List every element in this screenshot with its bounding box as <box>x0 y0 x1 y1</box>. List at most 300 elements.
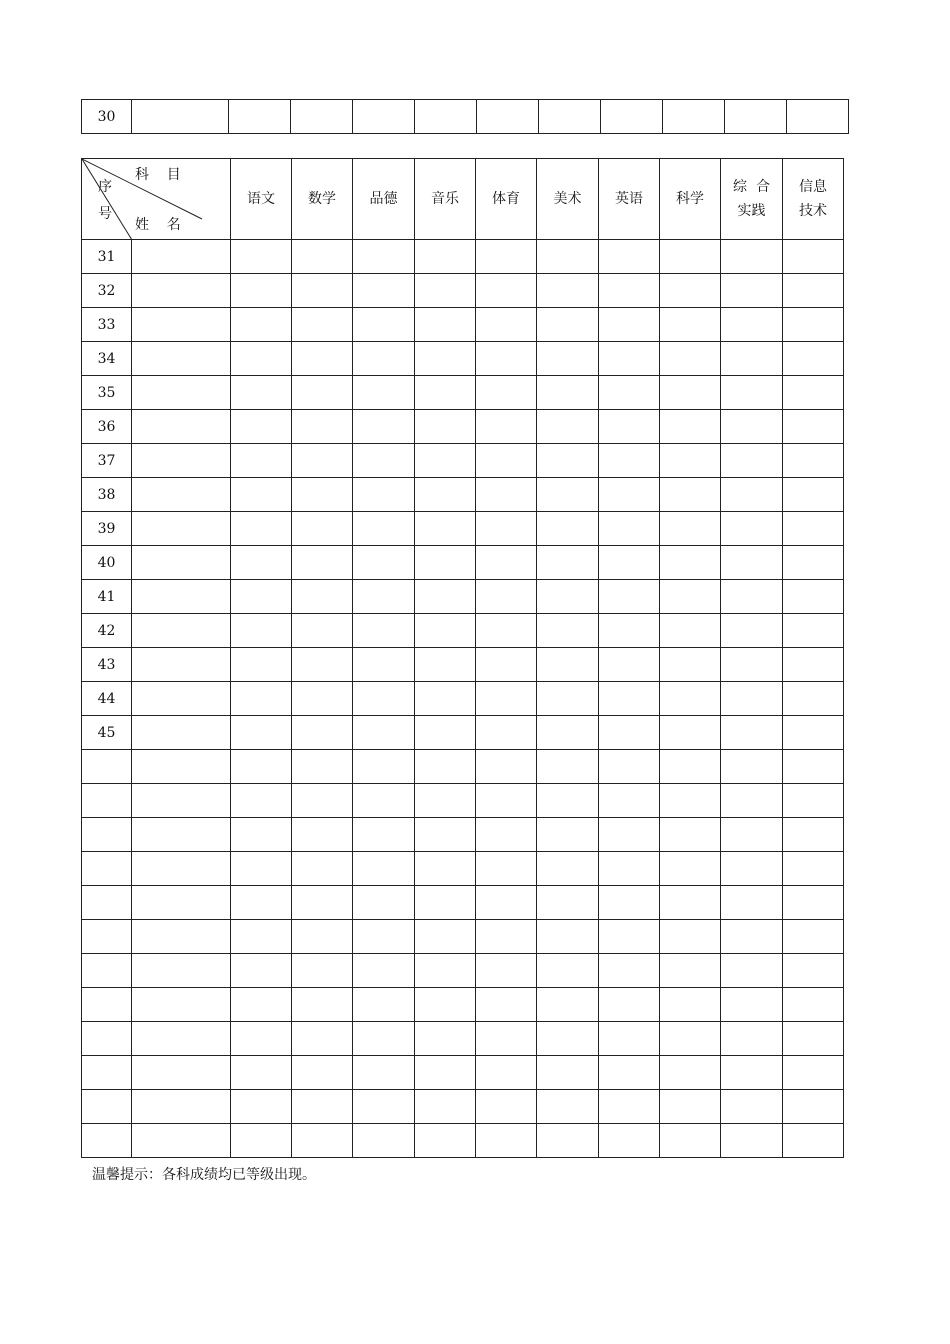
name-cell <box>132 954 231 988</box>
grade-cell <box>721 478 783 512</box>
grade-cell <box>783 682 844 716</box>
grade-cell <box>476 1022 537 1056</box>
grade-cell <box>783 376 844 410</box>
grade-cell <box>415 716 476 750</box>
grade-cell <box>660 512 721 546</box>
grade-cell <box>476 886 537 920</box>
table-row <box>82 886 844 920</box>
grade-cell <box>292 648 353 682</box>
grade-cell <box>537 240 599 274</box>
grade-cell <box>415 682 476 716</box>
grade-cell <box>660 750 721 784</box>
grade-cell <box>415 988 476 1022</box>
grade-cell <box>415 648 476 682</box>
grade-cell <box>476 648 537 682</box>
grade-cell <box>476 1056 537 1090</box>
grade-cell <box>721 784 783 818</box>
diagonal-header-cell <box>82 159 231 240</box>
grade-cell <box>599 546 660 580</box>
grade-cell <box>721 852 783 886</box>
grade-cell <box>292 614 353 648</box>
grade-cell <box>537 410 599 444</box>
table-row <box>82 852 844 886</box>
table-row <box>82 478 844 512</box>
grade-cell <box>231 886 292 920</box>
row-number <box>82 818 132 852</box>
grade-cell <box>231 988 292 1022</box>
grade-cell <box>353 784 415 818</box>
grade-cell <box>783 1022 844 1056</box>
table-row <box>82 716 844 750</box>
row-number <box>82 750 132 784</box>
grade-cell <box>476 954 537 988</box>
grade-cell <box>231 410 292 444</box>
name-cell <box>132 342 231 376</box>
table-row <box>82 376 844 410</box>
grade-cell <box>292 1090 353 1124</box>
grade-cell <box>537 852 599 886</box>
table-row <box>82 342 844 376</box>
grade-cell <box>292 682 353 716</box>
name-cell <box>132 1056 231 1090</box>
row-number: 36 <box>82 410 132 444</box>
grade-cell <box>660 852 721 886</box>
row-number: 31 <box>82 240 132 274</box>
name-cell <box>132 648 231 682</box>
grade-cell <box>231 954 292 988</box>
grade-cell <box>353 1090 415 1124</box>
grade-cell <box>783 512 844 546</box>
grade-cell <box>660 920 721 954</box>
table-row <box>82 954 844 988</box>
grade-cell <box>783 750 844 784</box>
grade-cell <box>476 274 537 308</box>
grade-cell <box>783 240 844 274</box>
grade-cell <box>599 342 660 376</box>
table-row <box>82 818 844 852</box>
name-cell <box>132 818 231 852</box>
grade-cell <box>353 614 415 648</box>
grade-cell <box>783 648 844 682</box>
table-row <box>82 1124 844 1158</box>
grade-cell <box>353 546 415 580</box>
row-number: 43 <box>82 648 132 682</box>
grade-cell <box>599 886 660 920</box>
grade-cell <box>353 716 415 750</box>
grade-cell <box>476 512 537 546</box>
grade-cell <box>783 818 844 852</box>
grade-cell <box>415 1124 476 1158</box>
grade-cell <box>537 512 599 546</box>
grade-cell <box>476 988 537 1022</box>
grade-cell <box>476 546 537 580</box>
grade-cell <box>353 274 415 308</box>
name-cell <box>132 376 231 410</box>
grade-cell <box>599 1056 660 1090</box>
grade-cell <box>415 342 476 376</box>
row-number: 40 <box>82 546 132 580</box>
grade-cell <box>660 614 721 648</box>
grade-cell <box>231 546 292 580</box>
table-row <box>82 240 844 274</box>
grade-cell <box>783 308 844 342</box>
grade-cell <box>721 682 783 716</box>
row-number <box>82 886 132 920</box>
grade-cell <box>231 614 292 648</box>
grade-cell <box>292 750 353 784</box>
grade-cell <box>292 240 353 274</box>
grade-cell <box>783 1124 844 1158</box>
grade-cell <box>292 546 353 580</box>
grade-cell <box>415 1056 476 1090</box>
grade-cell <box>476 784 537 818</box>
grade-cell <box>476 1090 537 1124</box>
grade-cell <box>231 240 292 274</box>
grade-cell <box>783 342 844 376</box>
grade-cell <box>783 716 844 750</box>
grade-cell <box>783 580 844 614</box>
grade-cell <box>415 1090 476 1124</box>
name-cell <box>132 852 231 886</box>
grade-cell <box>537 1124 599 1158</box>
grade-cell <box>783 988 844 1022</box>
grade-cell <box>231 308 292 342</box>
name-cell <box>132 240 231 274</box>
grade-cell <box>660 308 721 342</box>
name-cell <box>132 274 231 308</box>
grade-cell <box>415 546 476 580</box>
table-row <box>82 1022 844 1056</box>
grade-cell <box>353 886 415 920</box>
grade-cell <box>783 444 844 478</box>
name-cell <box>132 580 231 614</box>
grade-cell <box>599 954 660 988</box>
grade-cell <box>660 274 721 308</box>
row-number <box>82 784 132 818</box>
grade-cell <box>353 478 415 512</box>
grade-cell <box>783 1056 844 1090</box>
grade-cell <box>476 1124 537 1158</box>
grade-cell <box>231 274 292 308</box>
table-row <box>82 546 844 580</box>
grade-cell <box>231 852 292 886</box>
row-number: 35 <box>82 376 132 410</box>
row-number <box>82 920 132 954</box>
row-number: 42 <box>82 614 132 648</box>
grade-cell <box>537 376 599 410</box>
grade-cell <box>599 614 660 648</box>
grade-cell <box>599 274 660 308</box>
grade-cell <box>415 614 476 648</box>
grade-cell <box>721 1090 783 1124</box>
grade-cell <box>353 342 415 376</box>
name-cell <box>132 410 231 444</box>
grade-cell <box>231 750 292 784</box>
row-number: 39 <box>82 512 132 546</box>
grade-cell <box>415 750 476 784</box>
grade-cell <box>721 342 783 376</box>
table-row <box>82 648 844 682</box>
grade-cell <box>660 478 721 512</box>
grade-cell <box>415 784 476 818</box>
grade-cell <box>353 410 415 444</box>
subject-corner-label: 科 目 <box>135 167 181 183</box>
grade-cell <box>660 682 721 716</box>
grade-cell <box>537 818 599 852</box>
grade-cell <box>721 716 783 750</box>
grade-cell <box>231 818 292 852</box>
row-number <box>82 1124 132 1158</box>
row-number: 34 <box>82 342 132 376</box>
name-cell <box>132 308 231 342</box>
table-row <box>82 988 844 1022</box>
subject-header: 信息 技术 <box>783 159 844 240</box>
grade-cell <box>537 1090 599 1124</box>
grade-cell <box>292 988 353 1022</box>
name-cell <box>132 682 231 716</box>
table-row <box>82 410 844 444</box>
grade-cell <box>783 410 844 444</box>
table-row <box>82 274 844 308</box>
grade-cell <box>231 580 292 614</box>
grade-cell <box>783 1090 844 1124</box>
grade-cell <box>231 376 292 410</box>
grade-cell <box>353 988 415 1022</box>
grade-cell <box>231 1022 292 1056</box>
name-corner-label: 姓 名 <box>135 217 181 233</box>
grade-cell <box>660 1056 721 1090</box>
grade-cell <box>783 852 844 886</box>
grade-cell <box>476 308 537 342</box>
grade-cell <box>415 1022 476 1056</box>
grade-cell <box>599 716 660 750</box>
row-number: 38 <box>82 478 132 512</box>
grade-cell <box>599 784 660 818</box>
table-row <box>82 920 844 954</box>
table-row <box>82 784 844 818</box>
grade-cell <box>537 274 599 308</box>
row-number: 45 <box>82 716 132 750</box>
grade-cell <box>537 1022 599 1056</box>
grade-cell <box>537 648 599 682</box>
grade-cell <box>353 682 415 716</box>
footnote: 温馨提示：各科成绩均已等级出现。 <box>92 1167 316 1183</box>
grade-cell <box>353 648 415 682</box>
grade-cell <box>721 546 783 580</box>
table-row <box>82 1056 844 1090</box>
name-cell <box>132 750 231 784</box>
grade-cell <box>292 512 353 546</box>
table-row <box>82 100 849 134</box>
grade-cell <box>783 274 844 308</box>
grade-cell <box>660 1022 721 1056</box>
grade-cell <box>231 716 292 750</box>
grade-cell <box>415 954 476 988</box>
grade-cell <box>292 1124 353 1158</box>
grade-cell <box>599 750 660 784</box>
grade-cell <box>476 376 537 410</box>
grade-cell <box>415 818 476 852</box>
grade-cell <box>599 580 660 614</box>
subject-header: 美术 <box>537 159 599 240</box>
name-cell <box>132 988 231 1022</box>
name-cell <box>132 920 231 954</box>
grade-cell <box>415 444 476 478</box>
grade-cell <box>231 648 292 682</box>
grade-cell <box>353 818 415 852</box>
name-cell <box>132 1090 231 1124</box>
grade-cell <box>537 1056 599 1090</box>
row-number: 32 <box>82 274 132 308</box>
seq-label-top: 序 <box>98 179 112 195</box>
grade-cell <box>292 886 353 920</box>
grade-cell <box>292 308 353 342</box>
grade-cell <box>353 954 415 988</box>
grade-cell <box>721 410 783 444</box>
name-cell <box>132 546 231 580</box>
grade-cell <box>537 886 599 920</box>
grade-cell <box>721 444 783 478</box>
grade-cell <box>537 308 599 342</box>
grade-cell <box>292 274 353 308</box>
grade-cell <box>353 444 415 478</box>
name-cell <box>132 512 231 546</box>
grade-cell <box>292 376 353 410</box>
grade-cell <box>231 512 292 546</box>
grades-table <box>81 158 844 1158</box>
grade-cell <box>231 682 292 716</box>
grade-cell <box>353 750 415 784</box>
subject-header: 体育 <box>476 159 537 240</box>
grade-cell <box>660 716 721 750</box>
grade-cell <box>476 342 537 376</box>
grade-cell <box>660 580 721 614</box>
grade-cell <box>783 954 844 988</box>
grade-cell <box>721 376 783 410</box>
row-number <box>82 1056 132 1090</box>
grade-cell <box>292 784 353 818</box>
grade-cell <box>231 1090 292 1124</box>
grade-cell <box>537 580 599 614</box>
grade-cell <box>660 886 721 920</box>
grade-cell <box>476 750 537 784</box>
table-row <box>82 614 844 648</box>
grade-cell <box>292 478 353 512</box>
subject-header: 品德 <box>353 159 415 240</box>
grade-cell <box>415 410 476 444</box>
grade-cell <box>415 920 476 954</box>
grade-cell <box>721 308 783 342</box>
grade-cell <box>660 1124 721 1158</box>
seq-label-bottom: 号 <box>98 206 112 222</box>
grade-cell <box>537 546 599 580</box>
grade-cell <box>292 1022 353 1056</box>
row-number: 37 <box>82 444 132 478</box>
name-cell <box>132 444 231 478</box>
grade-cell <box>721 1124 783 1158</box>
grade-cell <box>660 1090 721 1124</box>
grade-cell <box>353 1022 415 1056</box>
grade-cell <box>721 954 783 988</box>
grade-cell <box>292 444 353 478</box>
grade-cell <box>537 920 599 954</box>
grade-cell <box>353 580 415 614</box>
grade-cell <box>231 444 292 478</box>
row-number: 44 <box>82 682 132 716</box>
grade-cell <box>783 614 844 648</box>
header-row <box>82 159 844 240</box>
grade-cell <box>353 308 415 342</box>
grade-cell <box>476 444 537 478</box>
grade-cell <box>721 512 783 546</box>
grade-cell <box>415 852 476 886</box>
grade-cell <box>660 342 721 376</box>
grade-cell <box>599 240 660 274</box>
grade-cell <box>599 682 660 716</box>
grade-cell <box>660 240 721 274</box>
grade-cell <box>292 342 353 376</box>
grade-cell <box>599 988 660 1022</box>
subject-header: 数学 <box>292 159 353 240</box>
grade-cell <box>415 274 476 308</box>
grade-cell <box>292 716 353 750</box>
grade-cell <box>476 240 537 274</box>
subject-header: 综 合 实践 <box>721 159 783 240</box>
grade-cell <box>783 784 844 818</box>
grade-cell <box>415 376 476 410</box>
grade-cell <box>353 240 415 274</box>
grade-cell <box>353 376 415 410</box>
table-row <box>82 444 844 478</box>
grade-cell <box>476 920 537 954</box>
grade-cell <box>599 1090 660 1124</box>
grade-cell <box>537 478 599 512</box>
table-row <box>82 308 844 342</box>
grade-cell <box>231 1124 292 1158</box>
grade-cell <box>599 818 660 852</box>
name-cell <box>132 1124 231 1158</box>
grade-cell <box>537 784 599 818</box>
grade-cell <box>721 614 783 648</box>
grade-cell <box>476 852 537 886</box>
grade-cell <box>537 444 599 478</box>
grade-cell <box>292 410 353 444</box>
grade-cell <box>599 376 660 410</box>
grade-cell <box>353 512 415 546</box>
grade-cell <box>537 614 599 648</box>
grade-cell <box>292 580 353 614</box>
grade-cell <box>537 988 599 1022</box>
table-row <box>82 512 844 546</box>
grade-cell <box>660 784 721 818</box>
subject-header: 语文 <box>231 159 292 240</box>
grade-cell <box>231 1056 292 1090</box>
name-cell <box>132 784 231 818</box>
grade-cell <box>783 546 844 580</box>
grade-cell <box>415 478 476 512</box>
grade-cell <box>599 648 660 682</box>
subject-header: 音乐 <box>415 159 476 240</box>
grade-cell <box>537 342 599 376</box>
grade-cell <box>353 1056 415 1090</box>
row-number <box>82 1090 132 1124</box>
grade-cell <box>660 376 721 410</box>
grade-cell <box>476 614 537 648</box>
grade-cell <box>783 886 844 920</box>
top-continuation-table <box>81 99 849 134</box>
subject-header: 科学 <box>660 159 721 240</box>
grade-cell <box>721 274 783 308</box>
